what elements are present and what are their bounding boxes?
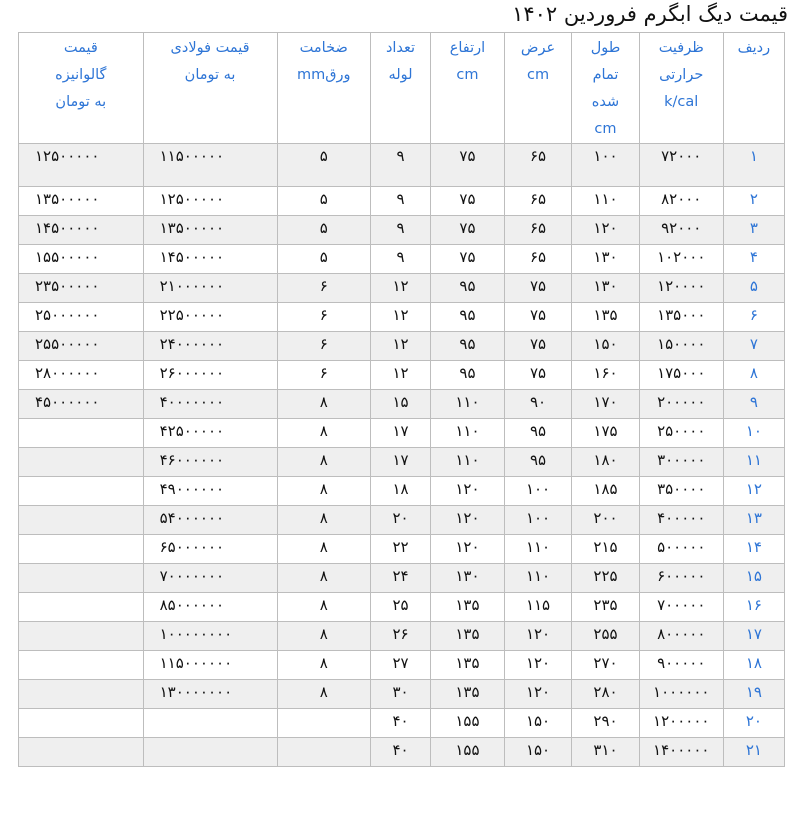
cell-galvanized-price <box>19 506 144 535</box>
header-line: به تومان <box>55 94 107 110</box>
cell-row-number: ۱۶ <box>723 593 784 622</box>
cell-width: ۱۱۵ <box>504 593 571 622</box>
cell-heating-capacity: ۸۰۰۰۰۰ <box>639 622 723 651</box>
cell-width: ۱۲۰ <box>504 680 571 709</box>
cell-row-number: ۹ <box>723 390 784 419</box>
table-row <box>19 535 785 564</box>
cell-length: ۱۳۰ <box>572 274 639 303</box>
cell-width: ۱۵۰ <box>504 709 571 738</box>
cell-tube-count: ۱۲ <box>370 332 430 361</box>
cell-steel-price: ۱۳۰۰۰۰۰۰۰ <box>143 680 277 709</box>
cell-heating-capacity: ۱۵۰۰۰۰ <box>639 332 723 361</box>
cell-tube-count: ۲۲ <box>370 535 430 564</box>
cell-sheet-thickness: ۸ <box>277 390 370 419</box>
cell-sheet-thickness: ۸ <box>277 419 370 448</box>
price-table <box>18 32 785 767</box>
cell-row-number: ۱۳ <box>723 506 784 535</box>
cell-steel-price: ۲۲۵۰۰۰۰۰ <box>143 303 277 332</box>
header-line: لوله <box>388 67 413 83</box>
header-line: k/cal <box>664 94 699 110</box>
cell-tube-count: ۱۷ <box>370 448 430 477</box>
cell-steel-price: ۱۳۵۰۰۰۰۰ <box>143 216 277 245</box>
cell-galvanized-price <box>19 680 144 709</box>
cell-galvanized-price <box>19 448 144 477</box>
cell-height: ۷۵ <box>431 216 505 245</box>
cell-heating-capacity: ۱۷۵۰۰۰ <box>639 361 723 390</box>
cell-steel-price: ۴۲۵۰۰۰۰۰ <box>143 419 277 448</box>
table-row <box>19 506 785 535</box>
cell-length: ۲۸۰ <box>572 680 639 709</box>
cell-width: ۱۱۰ <box>504 564 571 593</box>
cell-width: ۹۵ <box>504 448 571 477</box>
header-height <box>431 33 505 144</box>
cell-width: ۶۵ <box>504 216 571 245</box>
cell-tube-count: ۲۵ <box>370 593 430 622</box>
cell-galvanized-price <box>19 651 144 680</box>
cell-tube-count: ۲۶ <box>370 622 430 651</box>
header-row-number <box>723 33 784 144</box>
cell-steel-price: ۶۵۰۰۰۰۰۰ <box>143 535 277 564</box>
table-row <box>19 448 785 477</box>
cell-tube-count: ۹ <box>370 144 430 187</box>
cell-galvanized-price: ۲۵۰۰۰۰۰۰ <box>19 303 144 332</box>
cell-steel-price: ۱۲۵۰۰۰۰۰ <box>143 187 277 216</box>
cell-sheet-thickness: ۸ <box>277 593 370 622</box>
cell-heating-capacity: ۵۰۰۰۰۰ <box>639 535 723 564</box>
table-header-row <box>19 33 785 144</box>
cell-length: ۲۷۰ <box>572 651 639 680</box>
cell-tube-count: ۴۰ <box>370 738 430 767</box>
cell-row-number: ۱۸ <box>723 651 784 680</box>
cell-galvanized-price: ۴۵۰۰۰۰۰۰ <box>19 390 144 419</box>
header-tube-count <box>370 33 430 144</box>
cell-heating-capacity: ۱۲۰۰۰۰۰ <box>639 709 723 738</box>
header-steel-price <box>143 33 277 144</box>
cell-width: ۱۱۰ <box>504 535 571 564</box>
cell-height: ۱۱۰ <box>431 448 505 477</box>
cell-width: ۷۵ <box>504 274 571 303</box>
table-row <box>19 390 785 419</box>
cell-length: ۱۶۰ <box>572 361 639 390</box>
cell-steel-price: ۲۱۰۰۰۰۰۰ <box>143 274 277 303</box>
cell-row-number: ۲۱ <box>723 738 784 767</box>
header-line: تمام <box>592 67 619 83</box>
cell-steel-price: ۷۰۰۰۰۰۰۰ <box>143 564 277 593</box>
header-line: cm <box>456 67 479 83</box>
cell-heating-capacity: ۲۵۰۰۰۰ <box>639 419 723 448</box>
cell-heating-capacity: ۳۰۰۰۰۰ <box>639 448 723 477</box>
cell-length: ۱۳۵ <box>572 303 639 332</box>
cell-row-number: ۱ <box>723 144 784 187</box>
cell-tube-count: ۹ <box>370 187 430 216</box>
cell-height: ۷۵ <box>431 187 505 216</box>
cell-galvanized-price: ۱۴۵۰۰۰۰۰ <box>19 216 144 245</box>
cell-width: ۹۵ <box>504 419 571 448</box>
cell-galvanized-price <box>19 593 144 622</box>
table-row <box>19 187 785 216</box>
cell-row-number: ۳ <box>723 216 784 245</box>
cell-galvanized-price <box>19 419 144 448</box>
table-row <box>19 738 785 767</box>
cell-height: ۹۵ <box>431 303 505 332</box>
cell-galvanized-price: ۲۸۰۰۰۰۰۰ <box>19 361 144 390</box>
header-line: ارتفاع <box>449 40 486 56</box>
cell-height: ۱۱۰ <box>431 390 505 419</box>
cell-tube-count: ۱۲ <box>370 274 430 303</box>
cell-row-number: ۱۰ <box>723 419 784 448</box>
cell-width: ۶۵ <box>504 245 571 274</box>
cell-height: ۹۵ <box>431 332 505 361</box>
cell-heating-capacity: ۱۴۰۰۰۰۰ <box>639 738 723 767</box>
cell-length: ۱۰۰ <box>572 144 639 187</box>
cell-heating-capacity: ۱۲۰۰۰۰ <box>639 274 723 303</box>
cell-length: ۱۷۵ <box>572 419 639 448</box>
cell-height: ۱۳۵ <box>431 622 505 651</box>
cell-height: ۱۲۰ <box>431 535 505 564</box>
header-line: قیمت <box>63 40 98 56</box>
cell-heating-capacity: ۲۰۰۰۰۰ <box>639 390 723 419</box>
cell-sheet-thickness: ۸ <box>277 477 370 506</box>
header-line: تعداد <box>385 40 416 56</box>
cell-length: ۱۷۰ <box>572 390 639 419</box>
cell-width: ۱۰۰ <box>504 506 571 535</box>
cell-row-number: ۱۴ <box>723 535 784 564</box>
cell-row-number: ۴ <box>723 245 784 274</box>
cell-height: ۱۵۵ <box>431 738 505 767</box>
header-line: شده <box>591 94 620 110</box>
cell-height: ۱۳۵ <box>431 593 505 622</box>
header-length <box>572 33 639 144</box>
cell-tube-count: ۱۷ <box>370 419 430 448</box>
cell-heating-capacity: ۶۰۰۰۰۰ <box>639 564 723 593</box>
header-line: قیمت فولادی <box>170 40 250 56</box>
cell-length: ۱۱۰ <box>572 187 639 216</box>
cell-heating-capacity: ۴۰۰۰۰۰ <box>639 506 723 535</box>
cell-tube-count: ۱۲ <box>370 361 430 390</box>
cell-galvanized-price <box>19 477 144 506</box>
cell-width: ۶۵ <box>504 144 571 187</box>
document-title: قیمت دیگ ابگرم فروردین ۱۴۰۲ <box>512 2 788 26</box>
header-line: به تومان <box>184 67 236 83</box>
header-line: طول <box>590 40 621 56</box>
cell-sheet-thickness: ۶ <box>277 332 370 361</box>
cell-galvanized-price: ۱۵۵۰۰۰۰۰ <box>19 245 144 274</box>
cell-steel-price: ۲۶۰۰۰۰۰۰ <box>143 361 277 390</box>
cell-sheet-thickness: ۸ <box>277 506 370 535</box>
cell-sheet-thickness: ۶ <box>277 274 370 303</box>
header-heating-capacity <box>639 33 723 144</box>
table-row <box>19 709 785 738</box>
cell-height: ۱۲۰ <box>431 506 505 535</box>
cell-sheet-thickness: ۸ <box>277 680 370 709</box>
cell-sheet-thickness: ۸ <box>277 622 370 651</box>
cell-steel-price <box>143 738 277 767</box>
cell-galvanized-price <box>19 622 144 651</box>
cell-length: ۲۹۰ <box>572 709 639 738</box>
cell-tube-count: ۲۰ <box>370 506 430 535</box>
cell-steel-price: ۱۰۰۰۰۰۰۰۰ <box>143 622 277 651</box>
cell-galvanized-price: ۲۵۵۰۰۰۰۰ <box>19 332 144 361</box>
cell-length: ۱۳۰ <box>572 245 639 274</box>
cell-row-number: ۶ <box>723 303 784 332</box>
cell-sheet-thickness: ۵ <box>277 187 370 216</box>
cell-length: ۱۸۵ <box>572 477 639 506</box>
cell-tube-count: ۳۰ <box>370 680 430 709</box>
cell-height: ۱۳۰ <box>431 564 505 593</box>
cell-length: ۲۲۵ <box>572 564 639 593</box>
cell-sheet-thickness: ۵ <box>277 144 370 187</box>
table-row <box>19 332 785 361</box>
cell-width: ۱۵۰ <box>504 738 571 767</box>
cell-galvanized-price <box>19 535 144 564</box>
cell-row-number: ۸ <box>723 361 784 390</box>
cell-galvanized-price <box>19 738 144 767</box>
cell-heating-capacity: ۸۲۰۰۰ <box>639 187 723 216</box>
cell-width: ۱۲۰ <box>504 622 571 651</box>
table-row <box>19 245 785 274</box>
cell-height: ۷۵ <box>431 245 505 274</box>
cell-sheet-thickness: ۶ <box>277 361 370 390</box>
header-line: حرارتی <box>659 67 704 83</box>
cell-row-number: ۱۲ <box>723 477 784 506</box>
cell-galvanized-price: ۱۲۵۰۰۰۰۰ <box>19 144 144 187</box>
table-row <box>19 651 785 680</box>
cell-width: ۷۵ <box>504 303 571 332</box>
cell-steel-price: ۱۱۵۰۰۰۰۰۰ <box>143 651 277 680</box>
cell-row-number: ۲۰ <box>723 709 784 738</box>
cell-length: ۱۵۰ <box>572 332 639 361</box>
cell-heating-capacity: ۱۳۵۰۰۰ <box>639 303 723 332</box>
cell-galvanized-price: ۲۳۵۰۰۰۰۰ <box>19 274 144 303</box>
table-row <box>19 303 785 332</box>
cell-sheet-thickness: ۸ <box>277 564 370 593</box>
cell-sheet-thickness <box>277 709 370 738</box>
cell-width: ۹۰ <box>504 390 571 419</box>
cell-width: ۶۵ <box>504 187 571 216</box>
cell-steel-price: ۵۴۰۰۰۰۰۰ <box>143 506 277 535</box>
cell-steel-price: ۴۶۰۰۰۰۰۰ <box>143 448 277 477</box>
table-row <box>19 593 785 622</box>
cell-sheet-thickness: ۵ <box>277 245 370 274</box>
header-galvanized-price <box>19 33 144 144</box>
cell-length: ۱۸۰ <box>572 448 639 477</box>
header-line: ظرفیت <box>658 40 704 56</box>
cell-row-number: ۲ <box>723 187 784 216</box>
cell-galvanized-price <box>19 709 144 738</box>
cell-row-number: ۵ <box>723 274 784 303</box>
cell-row-number: ۱۹ <box>723 680 784 709</box>
cell-heating-capacity: ۷۰۰۰۰۰ <box>639 593 723 622</box>
table-row <box>19 477 785 506</box>
header-line: ضخامت <box>299 40 348 56</box>
cell-height: ۱۵۵ <box>431 709 505 738</box>
cell-row-number: ۱۵ <box>723 564 784 593</box>
cell-steel-price: ۴۰۰۰۰۰۰۰ <box>143 390 277 419</box>
table-row <box>19 216 785 245</box>
cell-sheet-thickness <box>277 738 370 767</box>
cell-heating-capacity: ۱۰۰۰۰۰۰ <box>639 680 723 709</box>
cell-galvanized-price: ۱۳۵۰۰۰۰۰ <box>19 187 144 216</box>
table-row <box>19 361 785 390</box>
table-body <box>19 144 785 767</box>
cell-row-number: ۷ <box>723 332 784 361</box>
table-row <box>19 144 785 187</box>
cell-width: ۱۲۰ <box>504 651 571 680</box>
cell-height: ۱۳۵ <box>431 651 505 680</box>
cell-height: ۹۵ <box>431 274 505 303</box>
header-line: cm <box>526 67 550 83</box>
header-width <box>504 33 571 144</box>
header-line: عرض <box>520 40 556 56</box>
cell-height: ۱۲۰ <box>431 477 505 506</box>
cell-sheet-thickness: ۸ <box>277 651 370 680</box>
cell-steel-price: ۱۴۵۰۰۰۰۰ <box>143 245 277 274</box>
cell-row-number: ۱۱ <box>723 448 784 477</box>
cell-tube-count: ۲۴ <box>370 564 430 593</box>
cell-width: ۷۵ <box>504 332 571 361</box>
cell-height: ۹۵ <box>431 361 505 390</box>
cell-length: ۳۱۰ <box>572 738 639 767</box>
header-line: ردیف <box>737 40 771 56</box>
cell-row-number: ۱۷ <box>723 622 784 651</box>
header-sheet-thickness <box>277 33 370 144</box>
cell-height: ۱۳۵ <box>431 680 505 709</box>
cell-heating-capacity: ۱۰۲۰۰۰ <box>639 245 723 274</box>
cell-tube-count: ۹ <box>370 245 430 274</box>
cell-sheet-thickness: ۸ <box>277 535 370 564</box>
cell-length: ۲۳۵ <box>572 593 639 622</box>
cell-height: ۷۵ <box>431 144 505 187</box>
table-row <box>19 622 785 651</box>
cell-tube-count: ۲۷ <box>370 651 430 680</box>
cell-length: ۲۵۵ <box>572 622 639 651</box>
cell-tube-count: ۱۸ <box>370 477 430 506</box>
cell-steel-price: ۸۵۰۰۰۰۰۰ <box>143 593 277 622</box>
cell-steel-price: ۴۹۰۰۰۰۰۰ <box>143 477 277 506</box>
cell-height: ۱۱۰ <box>431 419 505 448</box>
cell-length: ۲۰۰ <box>572 506 639 535</box>
cell-heating-capacity: ۹۲۰۰۰ <box>639 216 723 245</box>
cell-tube-count: ۱۲ <box>370 303 430 332</box>
cell-width: ۷۵ <box>504 361 571 390</box>
cell-heating-capacity: ۹۰۰۰۰۰ <box>639 651 723 680</box>
table-row <box>19 564 785 593</box>
cell-length: ۱۲۰ <box>572 216 639 245</box>
cell-tube-count: ۴۰ <box>370 709 430 738</box>
cell-steel-price <box>143 709 277 738</box>
table-row <box>19 419 785 448</box>
cell-length: ۲۱۵ <box>572 535 639 564</box>
cell-tube-count: ۱۵ <box>370 390 430 419</box>
cell-steel-price: ۲۴۰۰۰۰۰۰ <box>143 332 277 361</box>
cell-tube-count: ۹ <box>370 216 430 245</box>
cell-sheet-thickness: ۵ <box>277 216 370 245</box>
cell-heating-capacity: ۷۲۰۰۰ <box>639 144 723 187</box>
cell-galvanized-price <box>19 564 144 593</box>
cell-steel-price: ۱۱۵۰۰۰۰۰ <box>143 144 277 187</box>
cell-heating-capacity: ۳۵۰۰۰۰ <box>639 477 723 506</box>
cell-width: ۱۰۰ <box>504 477 571 506</box>
header-line: ورقmm <box>296 67 351 83</box>
table-row <box>19 274 785 303</box>
cell-sheet-thickness: ۶ <box>277 303 370 332</box>
cell-sheet-thickness: ۸ <box>277 448 370 477</box>
table-row <box>19 680 785 709</box>
header-line: گالوانیزه <box>55 67 107 83</box>
header-line: cm <box>594 121 617 137</box>
